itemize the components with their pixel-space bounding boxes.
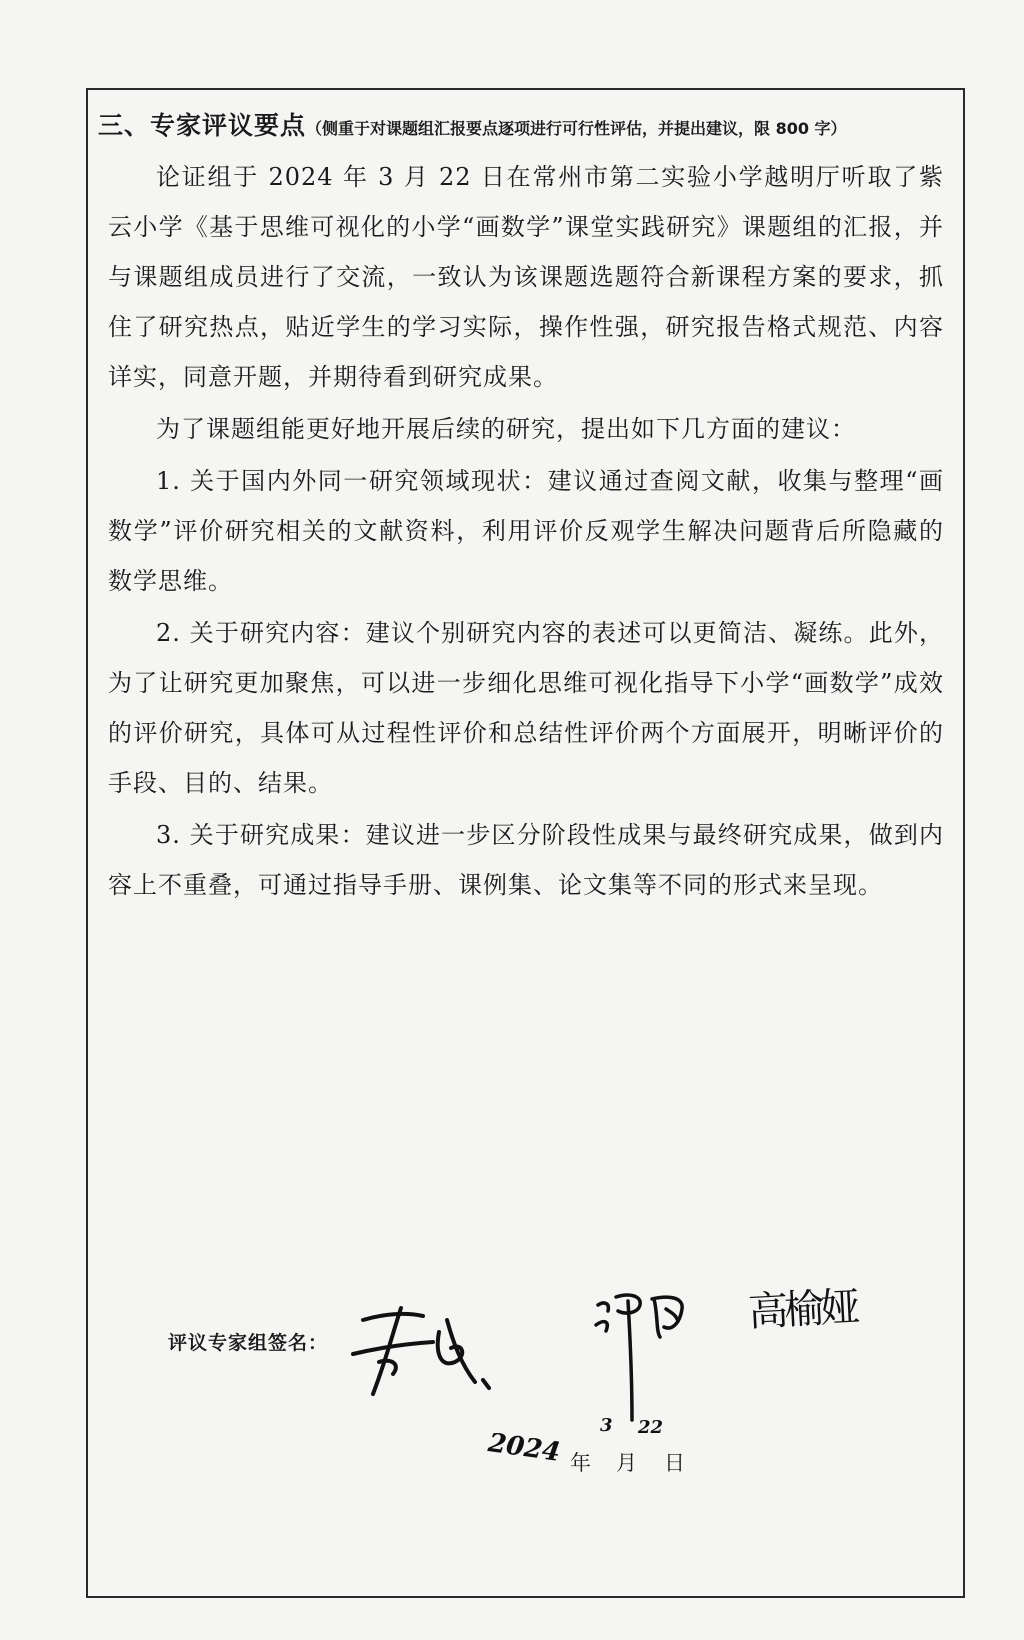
paragraph-suggestion-3: 3. 关于研究成果：建议进一步区分阶段性成果与最终研究成果，做到内容上不重叠，可通过指导手册、课例集、论文集等不同的形式来呈现。: [108, 821, 944, 899]
signature-2-image: [588, 1275, 698, 1425]
signature-label: 评议专家组签名：: [168, 1332, 329, 1354]
form-border: [86, 88, 965, 1598]
date-month-handwritten: 3: [600, 1415, 613, 1436]
date-year-unit: 年: [570, 1451, 591, 1475]
date-day-handwritten: 22: [638, 1417, 664, 1438]
signature-1-image: [343, 1302, 493, 1402]
section-heading: [98, 106, 847, 142]
date-day-unit: 日: [664, 1451, 685, 1475]
date-month-unit: 月: [616, 1451, 637, 1475]
review-body: [108, 152, 944, 910]
paragraph-summary: 论证组于 2024 年 3 月 22 日在常州市第二实验小学越明厅听取了紫云小学《基于思维可视化的小学“画数学”课堂实践研究》课题组的汇报，并与课题组成员进行了交流，一致认为该课题选题符合新课程方案的要求，抓住了研究热点，贴近学生的学习实际，操作性强，研究报告格式规范、内容详实，同意开题，并期待看到研究成果。: [108, 163, 944, 391]
paragraph-suggestion-2: 2. 关于研究内容：建议个别研究内容的表述可以更简洁、凝练。此外，为了让研究更加聚焦，可以进一步细化思维可视化指导下小学“画数学”成效的评价研究，具体可从过程性评价和总结性评价两个方面展开，明晰评价的手段、目的、结果。: [108, 619, 944, 797]
date-row: [488, 1415, 808, 1485]
paragraph-intro: 为了课题组能更好地开展后续的研究，提出如下几方面的建议：: [156, 415, 856, 443]
section-note: （侧重于对课题组汇报要点逐项进行可行性评估，并提出建议，限 800 字）: [306, 119, 847, 138]
paragraph-suggestion-1: 1. 关于国内外同一研究领域现状：建议通过查阅文献，收集与整理“画数学”评价研究相关的文献资料，利用评价反观学生解决问题背后所隐藏的数学思维。: [108, 467, 944, 595]
signature-3-text: 高榆娅: [747, 1284, 858, 1336]
date-year-handwritten: 2024: [486, 1428, 563, 1468]
section-title: 三、专家评议要点: [98, 111, 307, 140]
